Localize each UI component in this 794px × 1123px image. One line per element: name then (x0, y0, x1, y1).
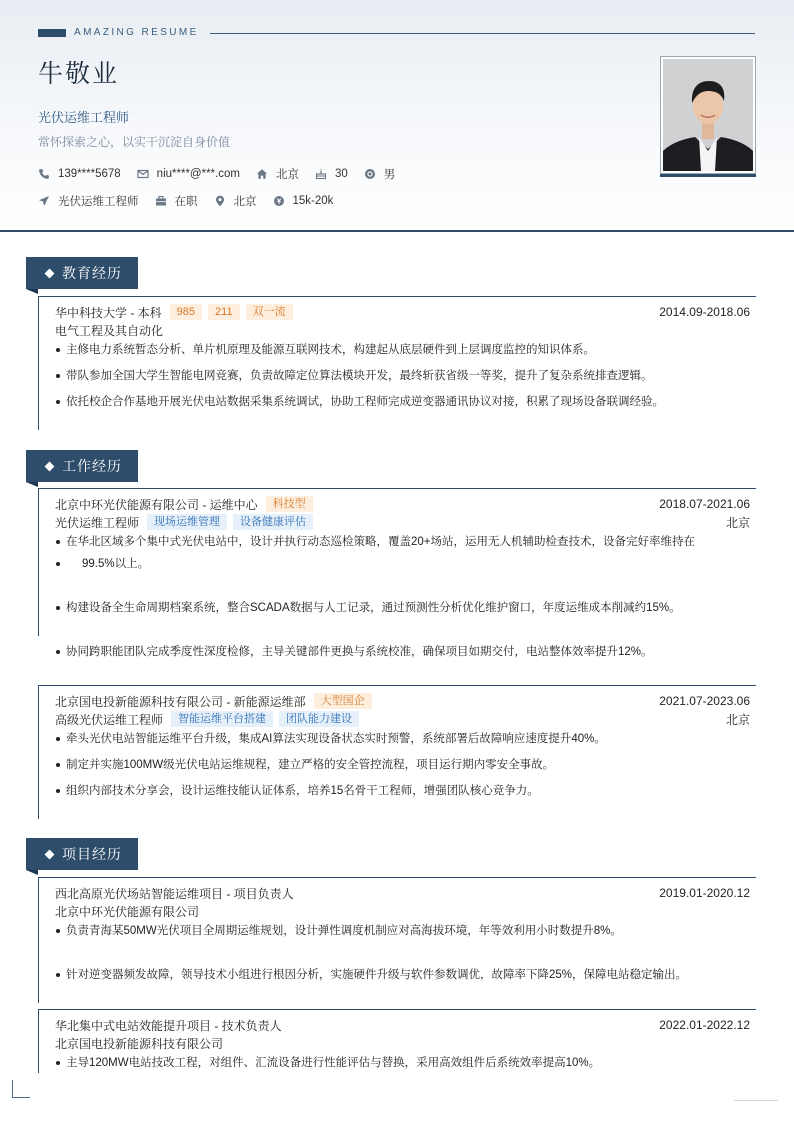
age-info (315, 168, 348, 180)
home-icon (256, 168, 268, 180)
profile-photo (663, 59, 753, 171)
education-entry (38, 296, 756, 430)
cake-icon (315, 168, 327, 180)
salary-icon (273, 195, 285, 207)
diamond-icon (45, 268, 55, 278)
hometown-text: 北京 (275, 169, 299, 181)
education-date: 2014.09-2018.06 (659, 305, 750, 319)
work-city: 北京 (725, 515, 750, 530)
employment-status-info (155, 193, 198, 209)
send-icon (38, 195, 50, 207)
briefcase-icon (155, 195, 167, 207)
age-text: 30 (334, 168, 348, 180)
section-header-work (26, 450, 138, 482)
role-tag: 智能运维平台搭建 (171, 711, 273, 727)
company-badge: 大型国企 (314, 693, 372, 709)
job-intent-row (38, 193, 349, 209)
list-item: 协同跨职能团队完成季度性深度检修，主导关键部件更换与系统校准，确保项目如期交付，电站整体效率提升12%。 (55, 641, 726, 663)
list-item: 负责青海某50MW光伏项目全周期运维规划，设计弹性调度机制应对高海拔环境，年等效利用小时数提升8%。 (55, 920, 726, 942)
project-entry (38, 877, 756, 1003)
project-name: 华北集中式电站效能提升项目 - 技术负责人 (55, 1018, 282, 1033)
work-city: 北京 (725, 712, 750, 727)
section-header-education (26, 257, 138, 289)
work-head-row (55, 495, 750, 513)
project-org-row (55, 1034, 750, 1052)
tag-bar-decoration (38, 29, 66, 37)
work-head-row (55, 692, 750, 710)
salary-text: 15k-20k (292, 195, 334, 207)
gender-text: 男 (383, 169, 396, 181)
section-title: 项目经历 (62, 846, 122, 862)
email-text: niu****@***.com (156, 168, 240, 180)
intended-position-text: 光伏运维工程师 (58, 196, 139, 208)
email-info (137, 168, 240, 180)
company-badge: 科技型 (266, 496, 313, 512)
list-item: 构建设备全生命周期档案系统，整合SCADA数据与人工记录，通过预测性分析优化维护窗口，年度运维成本削减约15%。 (55, 597, 726, 619)
school-name: 华中科技大学 - 本科 (55, 305, 162, 320)
role-tag: 团队能力建设 (279, 711, 359, 727)
list-item: 带队参加全国大学生智能电网竞赛，负责故障定位算法模块开发，最终斩获省级一等奖，提升了复杂系统排查逻辑。 (55, 365, 726, 387)
project-org-row (55, 902, 750, 920)
employment-status-text: 在职 (174, 196, 198, 208)
project-name: 西北高原光伏场站智能运维项目 - 项目负责人 (55, 886, 294, 901)
list-item-continuation: 99.5%以上。 (55, 553, 726, 575)
phone-info (38, 168, 121, 180)
diamond-icon (45, 461, 55, 471)
role-tag: 设备健康评估 (233, 514, 313, 530)
salary-info (273, 195, 334, 207)
school-badge: 211 (208, 304, 240, 320)
diamond-icon (45, 849, 55, 859)
page-corner-line (734, 1100, 778, 1101)
list-item: 在华北区域多个集中式光伏电站中，设计并执行动态巡检策略，覆盖20+场站，运用无人机辅助检查技术，设备完好率维持在 (55, 531, 726, 553)
work-date: 2018.07-2021.06 (659, 497, 750, 511)
intended-city-text: 北京 (233, 196, 257, 208)
list-item: 针对逆变器频发故障，领导技术小组进行根因分析，实施硬件升级与软件参数调优，故障率下降25%，保障电站稳定输出。 (55, 964, 726, 986)
role-name: 光伏运维工程师 (55, 515, 140, 530)
section-header-project (26, 838, 138, 870)
project-entry (38, 1009, 756, 1073)
phone-text: 139****5678 (58, 168, 121, 180)
project-org: 北京中环光伏能源有限公司 (55, 904, 200, 919)
school-badge: 985 (170, 304, 202, 320)
intended-city-info (214, 193, 257, 209)
company-name: 北京中环光伏能源有限公司 - 运维中心 (55, 497, 258, 512)
list-item: 依托校企合作基地开展光伏电站数据采集系统调试，协助工程师完成逆变器通讯协议对接，积累了现场设备联调经验。 (55, 391, 726, 413)
candidate-motto: 常怀探索之心，以实干沉淀自身价值 (38, 135, 231, 149)
location-pin-icon (214, 195, 226, 207)
major-name: 电气工程及其自动化 (55, 323, 164, 338)
profile-photo-frame (660, 56, 756, 174)
page-corner-decoration (12, 1080, 30, 1098)
list-item: 组织内部技术分享会，设计运维技能认证体系，培养15名骨干工程师，增强团队核心竞争力。 (55, 780, 726, 802)
candidate-title: 光伏运维工程师 (38, 110, 130, 125)
mail-icon (137, 168, 149, 180)
work-entry (38, 488, 756, 658)
gender-info (364, 166, 396, 182)
work-entry (38, 685, 756, 819)
project-head-row (55, 1016, 750, 1034)
role-tag: 现场运维管理 (147, 514, 227, 530)
candidate-name: 牛敬业 (38, 59, 120, 88)
company-name: 北京国电投新能源科技有限公司 - 新能源运维部 (55, 694, 306, 709)
gender-icon (364, 168, 376, 180)
work-role-row (55, 710, 750, 728)
hometown-info (256, 166, 299, 182)
list-item: 主修电力系统暂态分析、单片机原理及能源互联网技术，构建起从底层硬件到上层调度监控的知识体系。 (55, 339, 726, 361)
project-date: 2022.01-2022.12 (659, 1018, 750, 1032)
project-date: 2019.01-2020.12 (659, 886, 750, 900)
project-org: 北京国电投新能源科技有限公司 (55, 1036, 224, 1051)
list-item: 主导120MW电站技改工程，对组件、汇流设备进行性能评估与替换，采用高效组件后系统效率提高10%。 (55, 1052, 726, 1074)
list-item: 制定并实施100MW级光伏电站运维规程，建立严格的安全管控流程，项目运行期内零安全事故。 (55, 754, 726, 776)
work-role-row (55, 513, 750, 531)
list-item: 牵头光伏电站智能运维平台升级，集成AI算法实现设备状态实时预警，系统部署后故障响应速度提升40%。 (55, 728, 726, 750)
header-divider-line (210, 33, 755, 34)
header-tag: AMAZING RESUME (74, 27, 199, 38)
resume-header (0, 0, 794, 232)
section-title: 工作经历 (62, 458, 122, 474)
education-head-row (55, 303, 750, 321)
section-title: 教育经历 (62, 265, 122, 281)
education-major-row (55, 321, 750, 339)
work-date: 2021.07-2023.06 (659, 694, 750, 708)
role-name: 高级光伏运维工程师 (55, 712, 164, 727)
phone-icon (38, 168, 50, 180)
intended-position-info (38, 193, 139, 209)
project-head-row (55, 884, 750, 902)
school-badge: 双一流 (246, 304, 293, 320)
contact-info-row (38, 166, 411, 182)
